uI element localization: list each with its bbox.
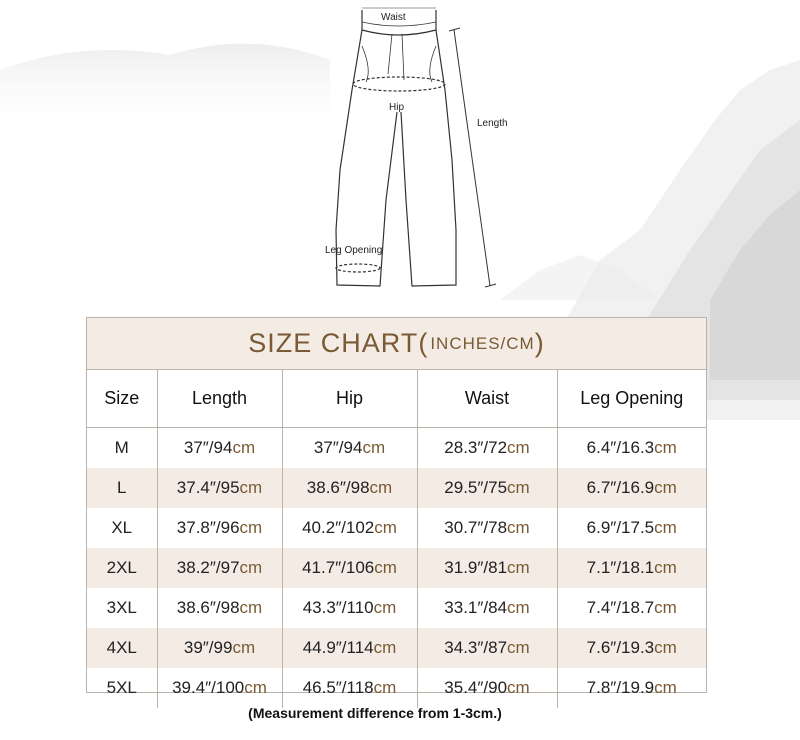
waist-cell: 31.9″/81cm bbox=[417, 548, 557, 588]
waist-cell: 28.3″/72cm bbox=[417, 428, 557, 469]
leg-opening-label: Leg Opening bbox=[325, 245, 383, 256]
table-row bbox=[87, 508, 706, 548]
hip-cell: 40.2″/102cm bbox=[282, 508, 417, 548]
waist-cell: 30.7″/78cm bbox=[417, 508, 557, 548]
hip-label: Hip bbox=[389, 102, 405, 113]
table-row bbox=[87, 668, 706, 708]
hip-cell: 44.9″/114cm bbox=[282, 628, 417, 668]
length-cell: 37.8″/96cm bbox=[157, 508, 282, 548]
length-cell: 38.6″/98cm bbox=[157, 588, 282, 628]
table-row bbox=[87, 628, 706, 668]
header-length: Length bbox=[157, 370, 282, 428]
length-label: Length bbox=[477, 118, 508, 129]
size-cell: 5XL bbox=[87, 668, 157, 708]
size-cell: M bbox=[87, 428, 157, 469]
length-cell: 37.4″/95cm bbox=[157, 468, 282, 508]
leg-opening-cell: 7.1″/18.1cm bbox=[557, 548, 706, 588]
hip-cell: 38.6″/98cm bbox=[282, 468, 417, 508]
waist-cell: 29.5″/75cm bbox=[417, 468, 557, 508]
size-chart-title-main: SIZE CHART bbox=[248, 328, 419, 358]
header-hip: Hip bbox=[282, 370, 417, 428]
size-chart-title-units: INCHES/CM bbox=[430, 333, 535, 353]
size-chart-title bbox=[87, 318, 706, 370]
header-size: Size bbox=[87, 370, 157, 428]
leg-opening-cell: 6.7″/16.9cm bbox=[557, 468, 706, 508]
size-cell: XL bbox=[87, 508, 157, 548]
pants-measurement-diagram bbox=[0, 0, 800, 300]
leg-opening-cell: 7.6″/19.3cm bbox=[557, 628, 706, 668]
table-row bbox=[87, 588, 706, 628]
length-cell: 37″/94cm bbox=[157, 428, 282, 469]
size-cell: 4XL bbox=[87, 628, 157, 668]
size-chart-title-close-paren: ) bbox=[534, 328, 545, 358]
waist-cell: 35.4″/90cm bbox=[417, 668, 557, 708]
hip-cell: 46.5″/118cm bbox=[282, 668, 417, 708]
hip-cell: 37″/94cm bbox=[282, 428, 417, 469]
leg-opening-cell: 7.4″/18.7cm bbox=[586, 598, 677, 617]
size-chart-title-open-paren: ( bbox=[418, 328, 429, 358]
table-row bbox=[87, 548, 706, 588]
length-cell: 38.2″/97cm bbox=[157, 548, 282, 588]
hip-cell: 43.3″/110cm bbox=[282, 588, 417, 628]
leg-opening-cell: 7.8″/19.9cm bbox=[586, 678, 677, 697]
length-cell: 39″/99cm bbox=[157, 628, 282, 668]
table-row bbox=[87, 468, 706, 508]
waist-cell: 34.3″/87cm bbox=[417, 628, 557, 668]
waist-cell: 33.1″/84cm bbox=[417, 588, 557, 628]
hip-cell: 41.7″/106cm bbox=[282, 548, 417, 588]
header-waist: Waist bbox=[417, 370, 557, 428]
header-leg-opening: Leg Opening bbox=[557, 370, 706, 428]
table-row bbox=[87, 428, 706, 469]
size-chart-table bbox=[87, 370, 706, 708]
size-cell: L bbox=[87, 468, 157, 508]
leg-opening-cell: 6.4″/16.3cm bbox=[586, 438, 677, 457]
size-cell: 2XL bbox=[87, 548, 157, 588]
waist-label: Waist bbox=[381, 12, 406, 23]
size-cell: 3XL bbox=[87, 588, 157, 628]
size-chart-table-container bbox=[86, 317, 707, 697]
measurement-note: (Measurement difference from 1-3cm.) bbox=[248, 705, 502, 721]
length-cell: 39.4″/100cm bbox=[157, 668, 282, 708]
table-header-row bbox=[87, 370, 706, 428]
leg-opening-cell: 6.9″/17.5cm bbox=[586, 518, 677, 537]
